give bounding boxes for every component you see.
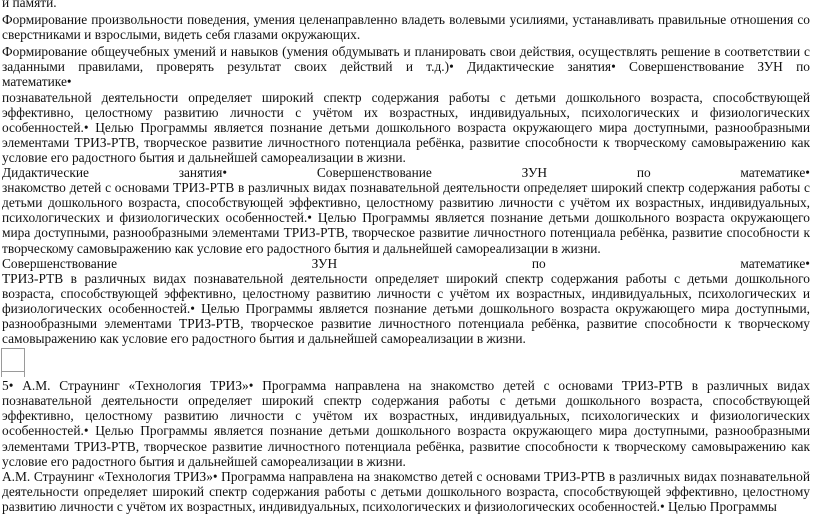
document-page: [2, 0, 810, 516]
paragraph-triz-activities: ТРИЗ-РТВ в различных видах познавательной деятельности определяет широкий спектр содержания работы с детьми дошкольного возраста, способствующей эффективно, целостному развитию личности с учётом их возрастных, индивидуальных, психологических и физиологических особенностей.• Целью Программы является познание детьми дошкольного возраста окружающего мира доступными, разнообразными элементами ТРИЗ-РТВ, творческое развитие личностного потенциала ребёнка, развитие способности к творческому самовыражению как условие его радостного бытия и дальнейшей самореализации в жизни.: [2, 270, 810, 347]
image-placeholder: [1, 348, 25, 377]
paragraph-triz-intro: знакомство детей с основами ТРИЗ-РТВ в различных видах познавательной деятельности определяет широкий спектр содержания работы с детьми дошкольного возраста, способствующей эффективно, целостному развитию личности с учётом их возрастных, индивидуальных, психологических и физиологических особенностей.• Целью Программы является познание детьми дошкольного возраста окружающего мира доступными, разнообразными элементами ТРИЗ-РТВ, творческое развитие личностного потенциала ребёнка, развитие способности к творческому самовыражению как условие его радостного бытия и дальнейшей самореализации в жизни.: [2, 180, 810, 256]
heading-didactic-classes: Дидактические занятия• Совершенствование ЗУН по математике•: [2, 165, 810, 181]
paragraph-strauning: А.М. Страунинг «Технология ТРИЗ»• Программа направлена на знакомство детей с основами ТРИЗ-РТВ в различных видах познавательной деятельности определяет широкий спектр содержания работы с детьми дошкольного возраста, способствующей эффективно, целостному развитию личности с учётом их возрастных, индивидуальных, психологических и физиологических особенностей.• Целью Программы: [2, 468, 810, 514]
text-math-heading: математике•: [2, 74, 72, 90]
paragraph-strauning-5: 5• А.М. Страунинг «Технология ТРИЗ»• Программа направлена на знакомство детей с основами ТРИЗ-РТВ в различных видах познавательной деятельности определяет широкий спектр содержания работы с детьми дошкольного возраста, способствующей эффективно, целостному развитию личности с учётом их возрастных, индивидуальных, психологических и физиологических особенностей.• Целью Программы является познание детьми дошкольного возраста окружающего мира доступными, разнообразными элементами ТРИЗ-РТВ, творческое развитие личностного потенциала ребёнка, развитие способности к творческому самовыражению как условие его радостного бытия и дальнейшей самореализации в жизни.: [2, 378, 810, 469]
paragraph-program-goal: познавательной деятельности определяет широкий спектр содержания работы с детьми дошкольного возраста, способствующей эффективно, целостному развитию личности с учётом их возрастных, индивидуальных, психологических и физиологических особенностей.• Целью Программы является познание детьми дошкольного возраста окружающего мира доступными, разнообразными элементами ТРИЗ-РТВ, творческое развитие личностного потенциала ребёнка, развитие способности к творческому самовыражению как условие его радостного бытия и дальнейшей самореализации в жизни.: [2, 89, 810, 165]
text-line-top: и памяти.: [2, 0, 57, 10]
paragraph-learning-skills: Формирование общеучебных умений и навыков (умения обдумывать и планировать свои действия, осуществлять решение в соответствии с заданными правилами, проверять результат своих действий и т.д.)• Дидактические занятия• Совершенствование ЗУН по: [2, 44, 810, 75]
paragraph-voluntary-behavior: Формирование произвольности поведения, умения целенаправленно владеть волевыми усилиями, устанавливать правильные отношения со сверстниками и взрослыми, видеть себя глазами окружающих.: [2, 12, 810, 43]
heading-zun-math: Совершенствование ЗУН по математике•: [2, 255, 810, 271]
embedded-object-frame: [2, 346, 810, 378]
